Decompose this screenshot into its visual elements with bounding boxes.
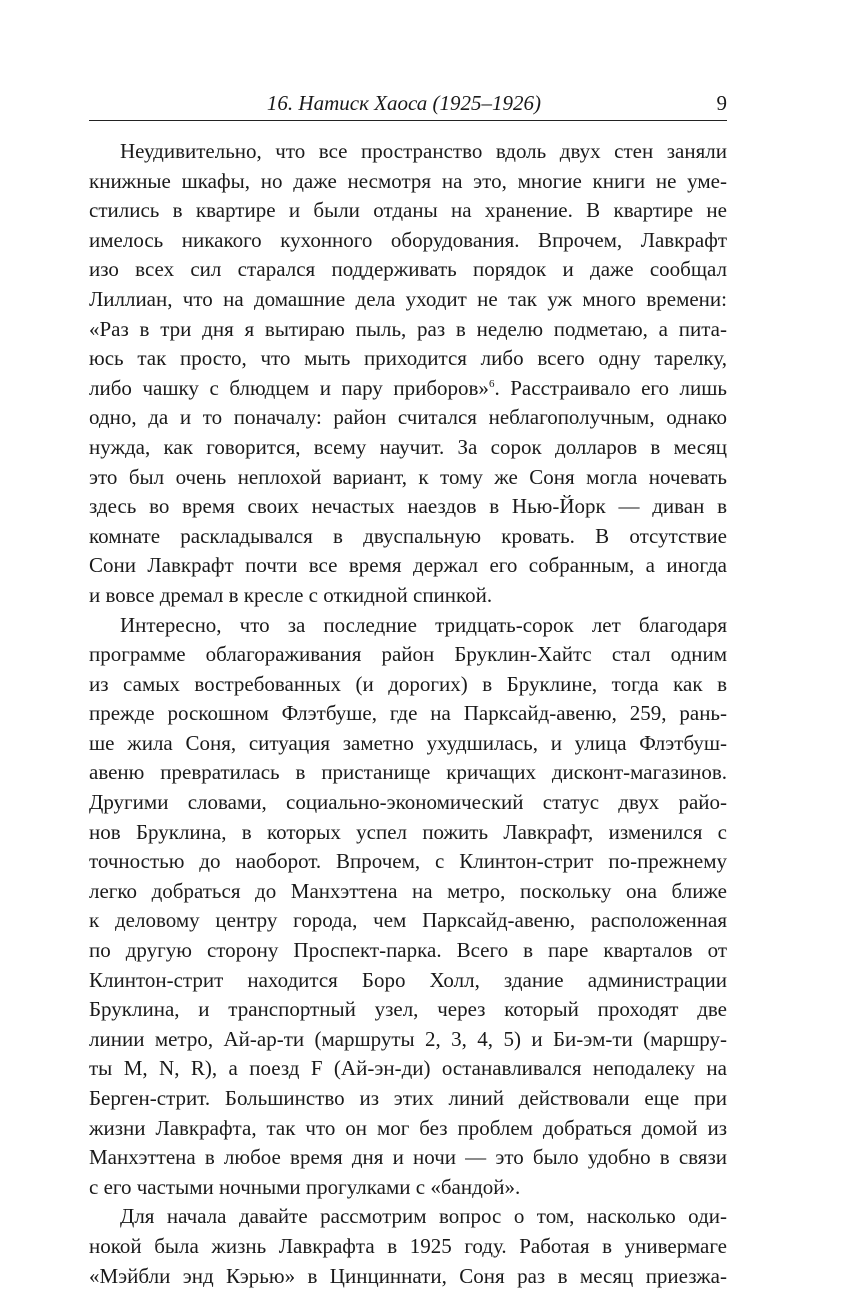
text-segment: . Расстраивало его лишь xyxy=(494,375,727,400)
running-title: 16. Натиск Хаоса (1925–1926) xyxy=(266,91,541,115)
page-number: 9 xyxy=(716,91,727,115)
text-line: Берген-стрит. Большинство из этих линий действовали еще при xyxy=(89,1086,727,1110)
text-line: нужда, как говорится, всему научит. За сорок долларов в месяц xyxy=(89,434,727,459)
text-line: Другими словами, социально-экономический статус двух райо- xyxy=(89,790,727,815)
text-line: программе облагораживания район Бруклин-Хайтс стал одним xyxy=(89,642,727,667)
text-line: нокой была жизнь Лавкрафта в 1925 году. Работая в универмаге xyxy=(89,1233,727,1258)
page-header xyxy=(89,90,727,121)
text-line: Интересно, что за последние тридцать-сорок лет благодаря xyxy=(120,612,727,637)
text-line: здесь во время своих нечастых наездов в Нью-Йорк — диван в xyxy=(89,494,727,519)
text-line: Лиллиан, что на домашние дела уходит не так уж много времени: xyxy=(89,286,727,311)
text-line-with-footnote xyxy=(89,374,727,404)
text-line: легко добраться до Манхэттена на метро, поскольку она ближе xyxy=(89,878,727,903)
text-line: стились в квартире и были отданы на хранение. В квартире не xyxy=(89,198,727,223)
text-line: ше жила Соня, ситуация заметно ухудшилась, и улица Флэтбуш- xyxy=(89,730,727,755)
text-line: юсь так просто, что мыть приходится либо всего одну тарелку, xyxy=(89,346,727,371)
text-segment: либо чашку с блюдцем и пару приборов» xyxy=(89,375,489,400)
text-line: из самых востребованных (и дорогих) в Бруклине, тогда как в xyxy=(89,671,727,696)
text-line: имелось никакого кухонного оборудования. Впрочем, Лавкрафт xyxy=(89,227,727,252)
footnote-reference[interactable]: 6 xyxy=(488,377,495,390)
text-line: изо всех сил старался поддерживать порядок и даже сообщал xyxy=(89,257,727,282)
text-line: по другую сторону Проспект-парка. Всего в паре кварталов от xyxy=(89,938,727,963)
text-line: Манхэттена в любое время дня и ночи — это было удобно в связи xyxy=(89,1145,727,1170)
text-line: к деловому центру города, чем Парксайд-авеню, расположенная xyxy=(89,908,727,933)
text-line: Клинтон-стрит находится Боро Холл, здание администрации xyxy=(89,967,727,992)
text-line: одно, да и то поначалу: район считался неблагополучным, однако xyxy=(89,405,727,430)
text-line: и вовсе дремал в кресле с откидной спинкой. xyxy=(89,582,493,607)
text-line: «Раз в три дня я вытираю пыль, раз в неделю подметаю, а пита- xyxy=(89,316,727,341)
body-text xyxy=(89,137,727,1291)
text-line: точностью до наоборот. Впрочем, с Клинтон-стрит по-прежнему xyxy=(89,849,727,874)
text-line: «Мэйбли энд Кэрью» в Цинциннати, Соня раз в месяц приезжа- xyxy=(89,1263,727,1288)
text-line: линии метро, Ай-ар-ти (маршруты 2, 3, 4, 5) и Би-эм-ти (маршру- xyxy=(89,1026,727,1051)
text-line: жизни Лавкрафта, так что он мог без проблем добраться домой из xyxy=(89,1115,727,1140)
text-line: прежде роскошном Флэтбуше, где на Парксайд-авеню, 259, рань- xyxy=(89,701,727,726)
text-line: Бруклина, и транспортный узел, через который проходят две xyxy=(89,997,727,1022)
text-line: авеню превратилась в пристанище кричащих дисконт-магазинов. xyxy=(89,760,727,785)
text-line: ты M, N, R), а поезд F (Ай-эн-ди) останавливался неподалеку на xyxy=(89,1056,727,1081)
text-line: комнате раскладывался в двуспальную кровать. В отсутствие xyxy=(89,523,727,548)
text-line: Сони Лавкрафт почти все время держал его собранным, а иногда xyxy=(89,553,727,578)
text-line: книжные шкафы, но даже несмотря на это, многие книги не уме- xyxy=(89,168,727,193)
text-line: Неудивительно, что все пространство вдоль двух стен заняли xyxy=(120,139,727,163)
text-line: это был очень неплохой вариант, к тому же Соня могла ночевать xyxy=(89,464,727,489)
text-line: с его частыми ночными прогулками с «бандой». xyxy=(89,1174,521,1199)
text-line: Для начала давайте рассмотрим вопрос о том, насколько оди- xyxy=(120,1204,727,1229)
text-line: нов Бруклина, в которых успел пожить Лавкрафт, изменился с xyxy=(89,819,727,844)
